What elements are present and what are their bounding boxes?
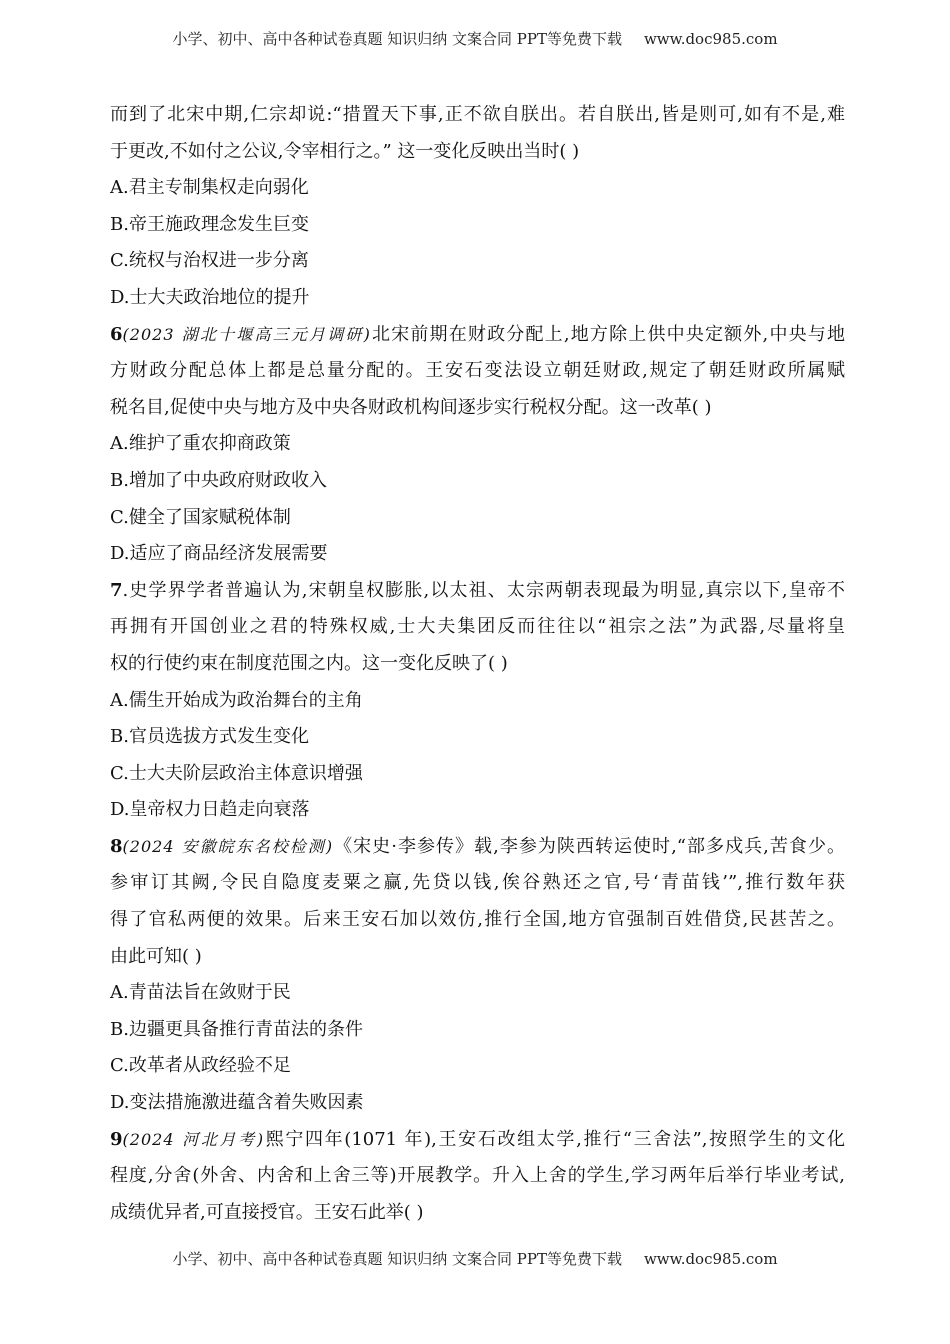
q5-option-d: D.士大夫政治地位的提升	[110, 286, 310, 308]
q7-option-a: A.儒生开始成为政治舞台的主角	[110, 689, 363, 711]
q8-number: 8	[110, 835, 123, 857]
q7-option-b: B.官员选拔方式发生变化	[110, 726, 309, 748]
q6-stem-line-3: 税名目,促使中央与地方及中央各财政机构间逐步实行税权分配。这一改革( )	[110, 396, 712, 418]
page-header	[0, 28, 950, 49]
q9-number: 9	[110, 1128, 123, 1150]
q8-stem-line-2: 参审订其阙,令民自隐度麦粟之赢,先贷以钱,俟谷熟还之官,号‘青苗钱’”,推行数年获	[110, 872, 845, 894]
footer-text: 小学、初中、高中各种试卷真题 知识归纳 文案合同 PPT等免费下载	[172, 1250, 622, 1268]
q7-stem-line-2: 再拥有开国创业之君的特殊权威,士大夫集团反而往往以“祖宗之法”为武器,尽量将皇	[110, 616, 845, 638]
q5-option-b: B.帝王施政理念发生巨变	[110, 213, 309, 235]
q5-option-c: C.统权与治权进一步分离	[110, 250, 309, 272]
q9-stem-line-3: 成绩优异者,可直接授官。王安石此举( )	[110, 1201, 424, 1223]
q7-stem-line-1	[110, 573, 845, 610]
q6-option-b: B.增加了中央政府财政收入	[110, 469, 327, 491]
q6-source: (2023 湖北十堰高三元月调研)	[122, 324, 371, 344]
q8-stem-line-1	[110, 829, 845, 866]
q6-stem-first: 北宋前期在财政分配上,地方除上供中央定额外,中央与地	[370, 323, 845, 345]
q5-option-a: A.君主专制集权走向弱化	[110, 177, 309, 199]
q7-option-c: C.士大夫阶层政治主体意识增强	[110, 762, 363, 784]
document-body	[110, 97, 845, 1231]
q7-stem-line-3: 权的行使约束在制度范围之内。这一变化反映了( )	[110, 652, 508, 674]
q6-option-c: C.健全了国家赋税体制	[110, 506, 291, 528]
page-footer	[0, 1248, 950, 1269]
q9-source: (2024 河北月考)	[122, 1129, 265, 1149]
q5-stem-line-1: 而到了北宋中期,仁宗却说:“措置天下事,正不欲自朕出。若自朕出,皆是则可,如有不是,难	[110, 104, 845, 125]
q8-stem-line-3: 得了官私两便的效果。后来王安石加以效仿,推行全国,地方官强制百姓借贷,民甚苦之。	[110, 909, 845, 931]
q6-stem-line-1	[110, 317, 845, 354]
q7-option-d: D.皇帝权力日趋走向衰落	[110, 799, 310, 821]
q8-option-a: A.青苗法旨在敛财于民	[110, 982, 291, 1004]
q6-stem-line-2: 方财政分配总体上都是总量分配的。王安石变法设立朝廷财政,规定了朝廷财政所属赋	[110, 360, 845, 382]
q9-stem-line-2: 程度,分舍(外舍、内舍和上舍三等)开展教学。升入上舍的学生,学习两年后举行毕业考试,	[110, 1165, 845, 1187]
q9-stem-line-1	[110, 1122, 845, 1159]
q6-option-d: D.适应了商品经济发展需要	[110, 543, 328, 565]
q9-stem-first: 熙宁四年(1071 年),王安石改组太学,推行“三舍法”,按照学生的文化	[264, 1128, 845, 1150]
q6-option-a: A.维护了重农抑商政策	[110, 433, 291, 455]
q8-option-d: D.变法措施激进蕴含着失败因素	[110, 1092, 364, 1114]
q6-number: 6	[110, 323, 123, 345]
q7-stem-first: .史学界学者普遍认为,宋朝皇权膨胀,以太祖、太宗两朝表现最为明显,真宗以下,皇帝不	[122, 579, 845, 601]
q8-stem-first: 《宋史·李参传》载,李参为陕西转运使时,“部多戍兵,苦食少。	[333, 835, 845, 857]
footer-url[interactable]: www.doc985.com	[643, 1250, 778, 1268]
header-url[interactable]: www.doc985.com	[643, 30, 778, 48]
q8-option-c: C.改革者从政经验不足	[110, 1055, 291, 1077]
q7-number: 7	[110, 579, 123, 601]
q8-option-b: B.边疆更具备推行青苗法的条件	[110, 1018, 363, 1040]
q8-source: (2024 安徽皖东名校检测)	[122, 836, 334, 856]
q8-stem-line-4: 由此可知( )	[110, 945, 202, 967]
header-text: 小学、初中、高中各种试卷真题 知识归纳 文案合同 PPT等免费下载	[172, 30, 622, 48]
q5-stem-line-2: 于更改,不如付之公议,令宰相行之。” 这一变化反映出当时( )	[110, 140, 580, 162]
